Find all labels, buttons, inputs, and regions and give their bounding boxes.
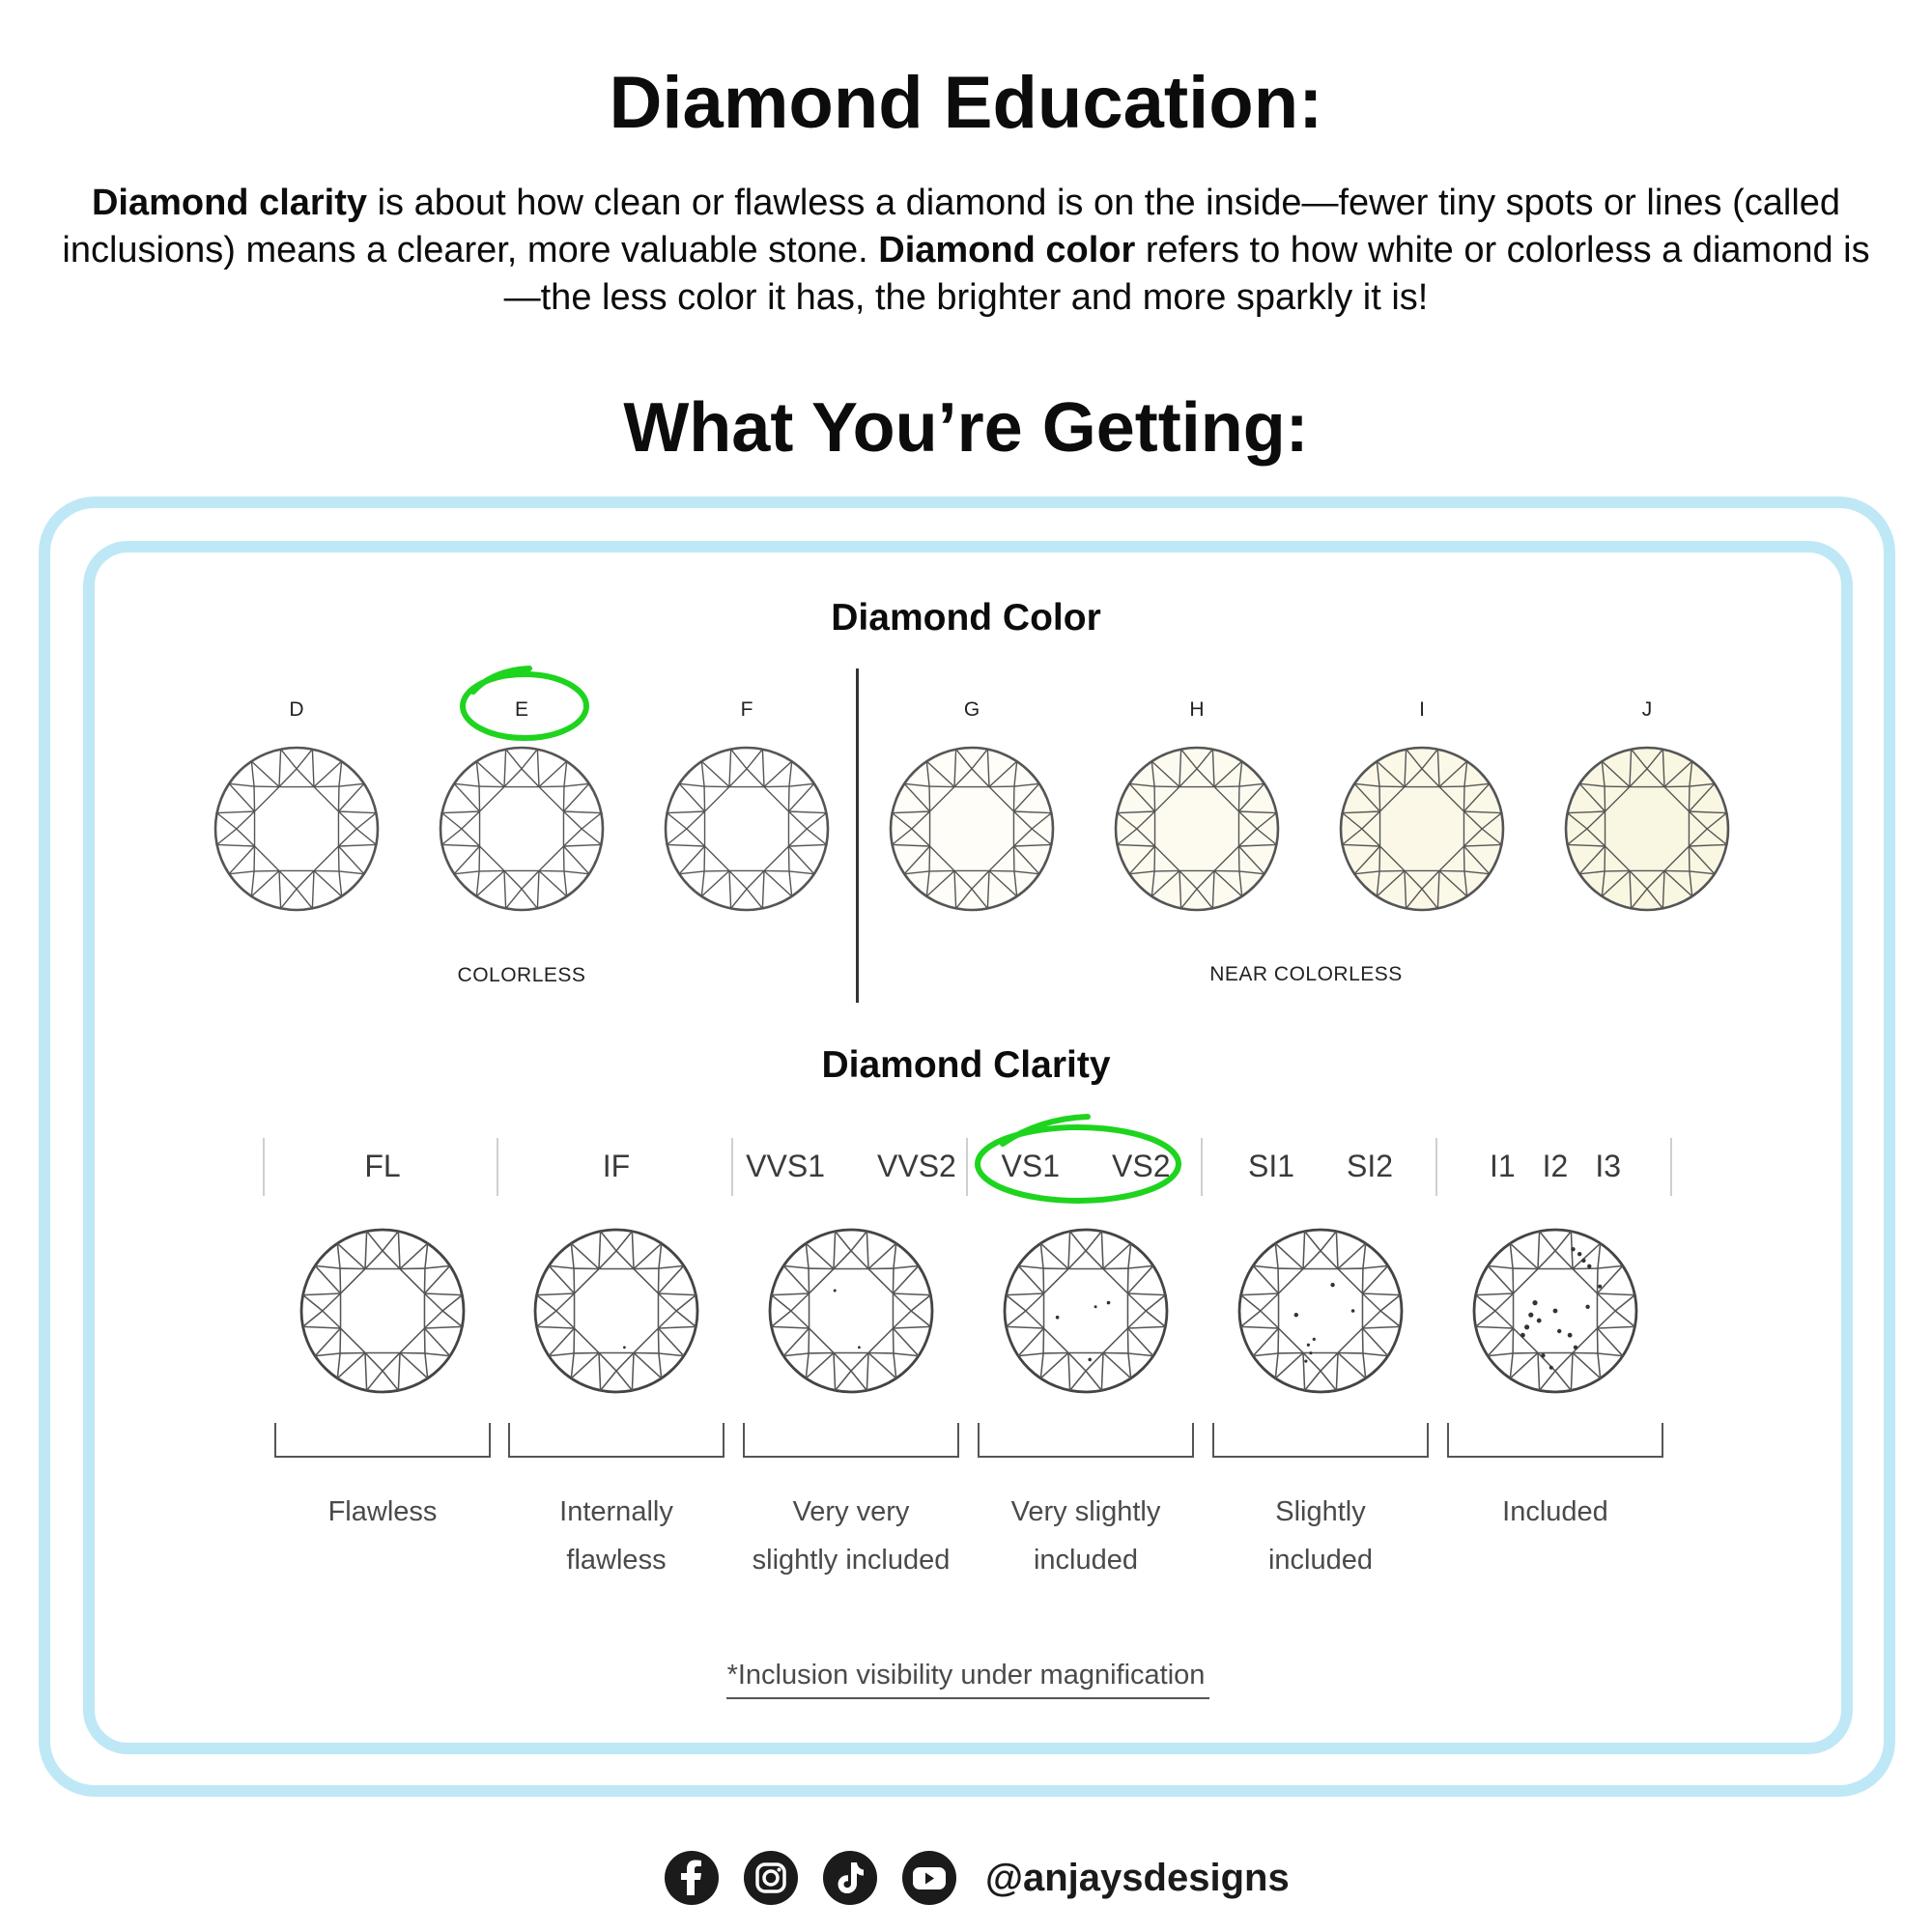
color-group-divider [856, 668, 859, 1003]
clarity-codes-4 [1204, 1142, 1437, 1190]
clarity-code: I3 [1595, 1149, 1622, 1183]
color-diamond-h [1112, 744, 1282, 919]
facebook-icon[interactable] [663, 1849, 721, 1907]
clarity-bracket [743, 1423, 959, 1458]
color-grade-e: E [514, 698, 528, 721]
clarity-code: FL [364, 1149, 401, 1183]
footnote: *Inclusion visibility under magnification [726, 1660, 1206, 1690]
clarity-description-3: Very slightly included [1010, 1496, 1161, 1576]
color-heading: Diamond Color [831, 597, 1101, 639]
youtube-icon[interactable] [900, 1849, 958, 1907]
clarity-code: SI1 [1247, 1149, 1294, 1183]
clarity-diamond-2 [766, 1226, 936, 1401]
color-grade-h: H [1189, 698, 1205, 721]
color-diamond-j [1562, 744, 1732, 919]
selected-clarity-circle [972, 1113, 1186, 1208]
color-grade-f: F [740, 698, 753, 721]
clarity-description-4: Slightly included [1267, 1496, 1374, 1576]
clarity-bracket [1447, 1423, 1663, 1458]
clarity-codes-1 [499, 1142, 733, 1190]
color-term: Diamond color [878, 230, 1136, 270]
section-title: What You’re Getting: [623, 389, 1309, 467]
color-definition: refers to how white or colorless a diamond is—the less color it has, the brighter and more sparkly it is! [503, 230, 1870, 318]
color-grade-j: J [1641, 698, 1653, 721]
clarity-description-1: Internally flawless [559, 1496, 673, 1576]
clarity-heading: Diamond Clarity [821, 1044, 1111, 1086]
clarity-codes-0 [266, 1142, 499, 1190]
footnote-underline [726, 1697, 1209, 1699]
clarity-bracket [274, 1423, 491, 1458]
clarity-description-2: Very very slightly included [752, 1496, 951, 1576]
intro-paragraph [58, 180, 1874, 322]
clarity-code: IF [602, 1149, 631, 1183]
instagram-icon[interactable] [742, 1849, 800, 1907]
clarity-bracket [508, 1423, 724, 1458]
tiktok-icon[interactable] [821, 1849, 879, 1907]
clarity-code: I2 [1542, 1149, 1569, 1183]
clarity-code: VVS2 [877, 1149, 956, 1183]
clarity-description-5: Included [1502, 1496, 1608, 1527]
clarity-description-0: Flawless [327, 1496, 438, 1527]
clarity-term: Diamond clarity [91, 183, 368, 223]
clarity-code: VVS1 [746, 1149, 825, 1183]
clarity-diamond-0 [298, 1226, 468, 1401]
clarity-bracket [1212, 1423, 1429, 1458]
clarity-diamond-1 [531, 1226, 701, 1401]
color-grade-d: D [289, 698, 304, 721]
clarity-codes-2 [734, 1142, 968, 1190]
clarity-codes-5 [1438, 1142, 1672, 1190]
near-colorless-label: NEAR COLORLESS [1209, 963, 1403, 985]
page-title: Diamond Education: [609, 62, 1323, 144]
color-grade-i: I [1419, 698, 1425, 721]
color-diamond-f [662, 744, 832, 919]
color-diamond-d [212, 744, 382, 919]
clarity-scale-tick [263, 1138, 265, 1196]
clarity-diamond-5 [1470, 1226, 1640, 1401]
clarity-code: VS1 [1001, 1149, 1060, 1183]
clarity-bracket [978, 1423, 1194, 1458]
clarity-code: SI2 [1347, 1149, 1394, 1183]
color-grade-g: G [963, 698, 980, 721]
clarity-code: VS2 [1112, 1149, 1171, 1183]
selected-grade-circle [454, 663, 595, 744]
color-diamond-e [437, 744, 607, 919]
colorless-label: COLORLESS [457, 964, 586, 986]
clarity-code: I1 [1489, 1149, 1516, 1183]
clarity-diamond-3 [1001, 1226, 1171, 1401]
color-diamond-i [1337, 744, 1507, 919]
color-diamond-g [887, 744, 1057, 919]
clarity-diamond-4 [1236, 1226, 1406, 1401]
clarity-definition: is about how clean or flawless a diamond is on the inside—fewer tiny spots or lines (called inclusions) means a clearer, more valuable stone. [62, 183, 1841, 270]
social-handle[interactable]: @anjaysdesigns [985, 1857, 1290, 1899]
